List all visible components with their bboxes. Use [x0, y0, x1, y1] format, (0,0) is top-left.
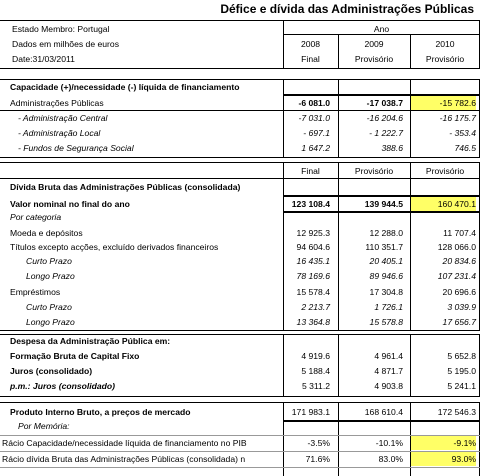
- status-cell: Provisório: [354, 166, 394, 176]
- header-row-2: [0, 37, 480, 51]
- cell: 17 656.7: [442, 317, 476, 327]
- cell: 83.0%: [378, 454, 403, 464]
- divider: [283, 211, 480, 213]
- cell: 139 944.5: [364, 199, 403, 209]
- divider: [283, 162, 284, 330]
- highlighted-cell: -9.1%: [410, 436, 476, 450]
- highlighted-cell: -15 782.6: [410, 96, 476, 110]
- divider: [0, 178, 480, 179]
- divider: [283, 80, 284, 158]
- divider: [0, 110, 480, 111]
- divider: [0, 467, 480, 468]
- highlighted-cell: 93.0%: [410, 452, 476, 466]
- status-cell: Final: [301, 166, 320, 176]
- ratio-row: [0, 436, 480, 450]
- divider: [338, 34, 339, 68]
- sec3-heading: [0, 334, 480, 348]
- cell: 17 304.8: [369, 287, 403, 297]
- cell: 94 604.6: [296, 242, 330, 252]
- row-label: Curto Prazo: [26, 256, 72, 266]
- sec1-heading: [0, 80, 480, 94]
- divider: [0, 20, 480, 21]
- cell: 746.5: [454, 143, 476, 153]
- row-label: Empréstimos: [10, 287, 61, 297]
- valor-nominal-row: [0, 197, 480, 211]
- status-2008: Final: [301, 54, 320, 64]
- cell: 20 405.1: [369, 256, 403, 266]
- cell: 388.6: [381, 143, 403, 153]
- row-label: p.m.: Juros (consolidado): [10, 381, 116, 391]
- cell: 3 039.9: [447, 302, 476, 312]
- cell: 168 610.4: [364, 407, 403, 417]
- cell: 12 925.3: [296, 228, 330, 238]
- row-label: Longo Prazo: [26, 271, 75, 281]
- sec1-heading-text: Capacidade (+)/necessidade (-) líquida de financiamento: [10, 82, 240, 92]
- row-label: Juros (consolidado): [10, 366, 93, 376]
- divider: [0, 79, 480, 80]
- row-label: Rácio Capacidade/necessidade líquida de financiamento no PIB: [2, 438, 247, 448]
- cell: 5 652.8: [447, 351, 476, 361]
- cell: 2 213.7: [301, 302, 330, 312]
- cell: -16 175.7: [439, 113, 476, 123]
- estado-membro: Estado Membro: Portugal: [12, 24, 110, 34]
- row-label: Moeda e depósitos: [10, 228, 83, 238]
- cell: -3.5%: [307, 438, 330, 448]
- cell: 5 188.4: [301, 366, 330, 376]
- divider: [410, 334, 411, 396]
- cell: -6 081.0: [298, 98, 330, 108]
- row-label: Formação Bruta de Capital Fixo: [10, 351, 140, 361]
- table-row: [0, 349, 480, 363]
- sec3-heading-text: Despesa da Administração Pública em:: [10, 336, 171, 346]
- divider: [0, 451, 480, 452]
- cell: 16 435.1: [296, 256, 330, 266]
- row-label: - Fundos de Segurança Social: [18, 143, 134, 153]
- cell: - 353.4: [449, 128, 476, 138]
- divider: [410, 162, 411, 330]
- cell: 89 946.6: [369, 271, 403, 281]
- divider: [338, 80, 339, 158]
- table-row: [0, 269, 480, 283]
- divider: [283, 34, 480, 35]
- cell: 5 195.0: [447, 366, 476, 376]
- table-row: [0, 111, 480, 125]
- row-label: Títulos excepto acções, excluído derivados financeiros: [10, 242, 219, 252]
- highlighted-cell: 160 470.1: [410, 197, 476, 211]
- status-2009: Provisório: [354, 54, 394, 64]
- cell: 5 311.2: [301, 381, 330, 391]
- divider: [283, 20, 284, 68]
- cell: 5 241.1: [447, 381, 476, 391]
- divider: [410, 80, 411, 158]
- divider: [410, 34, 411, 68]
- table-row: [0, 285, 480, 299]
- divider: [283, 195, 480, 197]
- header-row-3: [0, 52, 480, 66]
- row-label: Valor nominal no final do ano: [10, 199, 130, 209]
- row-label: - Administração Central: [18, 113, 108, 123]
- row-label: Curto Prazo: [26, 302, 72, 312]
- cell: 4 919.6: [301, 351, 330, 361]
- page-title: Défice e dívida das Administrações Públicas: [220, 2, 474, 16]
- cell: - 697.1: [303, 128, 330, 138]
- year-2008: 2008: [300, 39, 321, 49]
- sec2-heading-text: Dívida Bruta das Administrações Públicas (consolidada): [10, 182, 241, 192]
- table-row: [0, 240, 480, 254]
- table-row: [0, 254, 480, 268]
- cell: 4 903.8: [374, 381, 403, 391]
- cell: -10.1%: [375, 438, 403, 448]
- divider: [0, 157, 480, 158]
- cell: 78 169.6: [296, 271, 330, 281]
- cell: 20 834.6: [442, 256, 476, 266]
- table-row: [0, 300, 480, 314]
- status-2010: Provisório: [425, 54, 465, 64]
- cell: 107 231.4: [437, 271, 476, 281]
- divider: [0, 396, 480, 397]
- cell: 1 647.2: [301, 143, 330, 153]
- cell: 13 364.8: [296, 317, 330, 327]
- cell: 15 578.4: [296, 287, 330, 297]
- row-label: - Administração Local: [18, 128, 101, 138]
- row-label: Rácio dívida Bruta das Administrações Públicas (consolidada) n: [2, 454, 246, 464]
- divider: [283, 420, 480, 422]
- year-2010: 2010: [435, 39, 455, 49]
- cell: 4 871.7: [374, 366, 403, 376]
- cell: 1 726.1: [374, 302, 403, 312]
- divider: [0, 162, 480, 163]
- table-row: [0, 96, 480, 110]
- table-row: [0, 126, 480, 140]
- cell: -17 038.7: [366, 98, 403, 108]
- cell: - 1 222.7: [369, 128, 403, 138]
- status-cell: Provisório: [425, 166, 465, 176]
- cell: -16 204.6: [366, 113, 403, 123]
- divider: [0, 68, 480, 69]
- cell: 128 066.0: [437, 242, 476, 252]
- divider: [338, 162, 339, 330]
- data-label: Date:31/03/2011: [12, 54, 75, 64]
- cell: 12 288.0: [369, 228, 403, 238]
- row-label: Produto Interno Bruto, a preços de mercado: [10, 407, 191, 417]
- table-row: [0, 226, 480, 240]
- divider: [0, 334, 480, 335]
- table-row: [0, 364, 480, 378]
- divider: [338, 402, 339, 476]
- row-label: Longo Prazo: [26, 317, 75, 327]
- pib-row: [0, 405, 480, 419]
- cell: 172 546.3: [437, 407, 476, 417]
- unidade: Dados em milhões de euros: [12, 39, 119, 49]
- year-2009: 2009: [364, 39, 384, 49]
- cell: 110 351.7: [365, 242, 403, 252]
- cell: 4 961.4: [374, 351, 403, 361]
- sec2-heading: [0, 180, 480, 194]
- cell: 71.6%: [305, 454, 330, 464]
- ano-label: Ano: [373, 24, 390, 34]
- row-label: Por Memória:: [18, 421, 70, 431]
- divider: [410, 402, 411, 476]
- table-row: [0, 315, 480, 329]
- cell: -7 031.0: [298, 113, 330, 123]
- cell: 11 707.4: [443, 228, 476, 238]
- divider: [0, 402, 480, 403]
- cell: 171 983.1: [291, 407, 330, 417]
- ratio-row: [0, 452, 480, 466]
- table-row: [0, 379, 480, 393]
- divider: [283, 94, 480, 96]
- cell: 15 578.8: [369, 317, 403, 327]
- row-label: Por categoria: [10, 212, 62, 222]
- cell: 123 108.4: [291, 199, 330, 209]
- divider: [283, 402, 284, 476]
- divider: [0, 330, 480, 331]
- divider: [338, 334, 339, 396]
- divider: [0, 435, 480, 436]
- divider: [283, 334, 284, 396]
- sec2-status-row: [0, 164, 480, 178]
- table-row: [0, 141, 480, 155]
- cell: 20 696.6: [442, 287, 476, 297]
- row-label: Administrações Públicas: [10, 98, 104, 108]
